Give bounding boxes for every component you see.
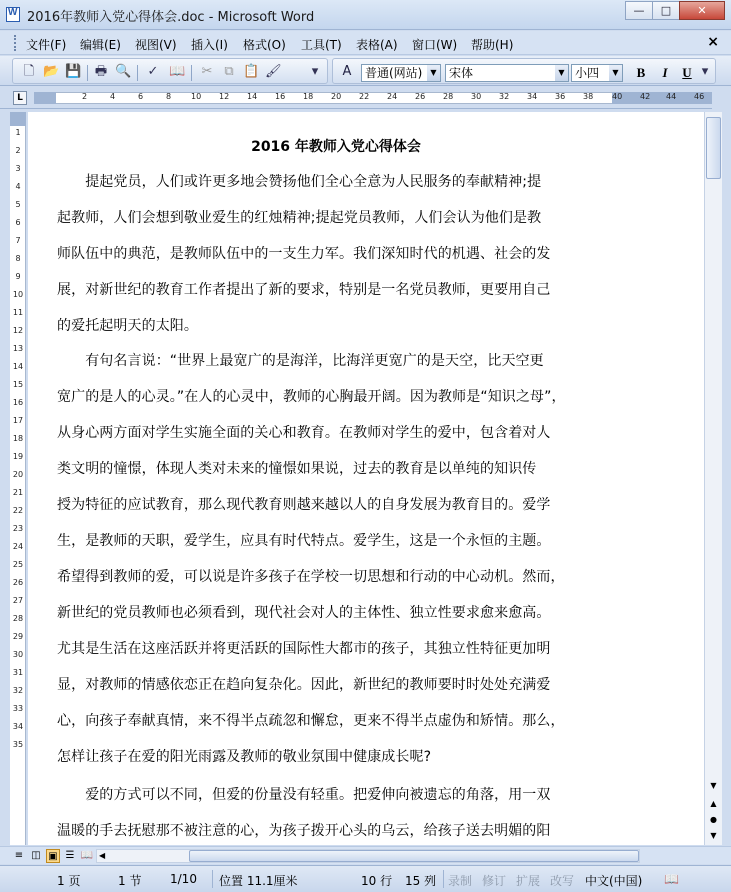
menu-format[interactable]: 格式(O) bbox=[243, 38, 286, 52]
ruler-tick: 22 bbox=[359, 92, 370, 101]
ruler-strip bbox=[34, 92, 712, 104]
status-overtype[interactable]: 改写 bbox=[550, 874, 575, 888]
tab-selector-button[interactable]: L bbox=[13, 91, 27, 105]
ruler-tick: 2 bbox=[82, 92, 88, 101]
ruler-tick: 24 bbox=[387, 92, 398, 101]
ruler-tick: 16 bbox=[275, 92, 286, 101]
ruler-tick: 44 bbox=[666, 92, 677, 101]
vruler-tick: 21 bbox=[12, 488, 24, 497]
vruler-tick: 2 bbox=[15, 146, 21, 155]
toolbar-options-icon[interactable]: ▾ bbox=[701, 64, 709, 79]
vruler-tick: 28 bbox=[12, 614, 24, 623]
document-close-icon[interactable]: × bbox=[707, 34, 719, 50]
text-line: 的爱托起明天的太阳。 bbox=[57, 318, 198, 334]
text-line: 类文明的憧憬，体现人类对未来的憧憬如果说，过去的教育是以单纯的知识传 bbox=[57, 461, 537, 477]
horizontal-ruler[interactable] bbox=[0, 88, 712, 109]
vruler-tick: 34 bbox=[12, 722, 24, 731]
status-bar bbox=[0, 865, 731, 892]
menu-view[interactable]: 视图(V) bbox=[135, 38, 177, 52]
text-line: 显，对教师的情感依恋正在趋向复杂化。因此，新世纪的教师要时时处处充满爱 bbox=[57, 677, 551, 693]
menu-file[interactable]: 文件(F) bbox=[26, 38, 67, 52]
minimize-button[interactable]: — bbox=[625, 1, 653, 20]
vruler-tick: 13 bbox=[12, 344, 24, 353]
ruler-tick: 40 bbox=[612, 92, 623, 101]
paragraph-1 bbox=[57, 164, 613, 344]
text-line: 展，对新世纪的教育工作者提出了新的要求，特别是一名党员教师，更要用自己 bbox=[57, 282, 551, 298]
status-extend-selection[interactable]: 扩展 bbox=[516, 874, 541, 888]
text-line: 从身心两方面对学生实施全面的关心和教育。在教师对学生的爱中，包含着对人 bbox=[57, 425, 551, 441]
next-page-icon[interactable]: ▼ bbox=[710, 831, 717, 840]
ruler-tick: 10 bbox=[191, 92, 202, 101]
vruler-tick: 23 bbox=[12, 524, 24, 533]
formatting-toolbar bbox=[332, 58, 716, 84]
paste-icon[interactable]: 📋 bbox=[243, 64, 260, 79]
window-title: 2016年教师入党心得体会.doc - Microsoft Word bbox=[27, 10, 315, 25]
horizontal-scrollbar[interactable] bbox=[96, 849, 640, 863]
vruler-tick: 8 bbox=[15, 254, 21, 263]
toolbar bbox=[0, 56, 731, 86]
vruler-tick: 20 bbox=[12, 470, 24, 479]
print-icon[interactable]: 🖶 bbox=[94, 64, 108, 79]
ruler-tick: 28 bbox=[443, 92, 454, 101]
standard-toolbar bbox=[12, 58, 328, 84]
vruler-tick: 32 bbox=[12, 686, 24, 695]
ruler-left-margin bbox=[34, 92, 56, 104]
scroll-left-icon[interactable]: ◀ bbox=[99, 851, 106, 860]
status-language[interactable]: 中文(中国) bbox=[585, 874, 643, 888]
ruler-tick: 32 bbox=[499, 92, 510, 101]
scroll-down-icon[interactable]: ▼ bbox=[710, 781, 717, 790]
vertical-scrollbar[interactable] bbox=[704, 112, 722, 845]
vruler-tick: 4 bbox=[15, 182, 21, 191]
ruler-tick: 8 bbox=[166, 92, 172, 101]
save-icon[interactable]: 💾 bbox=[65, 64, 82, 79]
chevron-down-icon[interactable]: ▼ bbox=[609, 65, 622, 81]
text-line: 希望得到教师的爱，可以说是许多孩子在学校一切思想和行动的中心动机。然而， bbox=[57, 569, 565, 585]
vruler-tick: 3 bbox=[15, 164, 21, 173]
vruler-tick: 6 bbox=[15, 218, 21, 227]
status-section: 1 节 bbox=[118, 874, 142, 888]
ruler-tick: 26 bbox=[415, 92, 426, 101]
styles-pane-icon[interactable]: A bbox=[342, 64, 352, 79]
font-select[interactable] bbox=[445, 64, 569, 82]
vruler-tick: 18 bbox=[12, 434, 24, 443]
bold-button[interactable]: B bbox=[636, 65, 646, 80]
menu-insert[interactable]: 插入(I) bbox=[191, 38, 228, 52]
vruler-tick: 35 bbox=[12, 740, 24, 749]
text-line: 提起党员，人们或许更多地会赞扬他们全心全意为人民服务的奉献精神;提 bbox=[57, 174, 542, 190]
menu-tools[interactable]: 工具(T) bbox=[301, 38, 342, 52]
close-button[interactable]: ✕ bbox=[679, 1, 725, 20]
status-track-changes[interactable]: 修订 bbox=[482, 874, 507, 888]
italic-button[interactable]: I bbox=[662, 65, 668, 80]
vruler-tick: 33 bbox=[12, 704, 24, 713]
spelling-icon[interactable]: ✓ bbox=[147, 64, 159, 79]
cut-icon[interactable]: ✂ bbox=[201, 64, 213, 79]
status-separator bbox=[443, 870, 444, 888]
vruler-tick: 15 bbox=[12, 380, 24, 389]
menu-table[interactable]: 表格(A) bbox=[356, 38, 398, 52]
vruler-tick: 25 bbox=[12, 560, 24, 569]
document-page[interactable] bbox=[28, 112, 704, 845]
toolbar-separator bbox=[87, 65, 88, 81]
ruler-tick: 46 bbox=[694, 92, 705, 101]
scrollbar-thumb[interactable] bbox=[189, 850, 639, 862]
paragraph-3 bbox=[57, 777, 613, 845]
title-bar bbox=[0, 0, 731, 30]
vruler-tick: 5 bbox=[15, 200, 21, 209]
spelling-status-icon[interactable]: 📖 bbox=[664, 872, 679, 886]
outline-view-icon[interactable]: ☰ bbox=[65, 850, 75, 861]
previous-page-icon[interactable]: ▲ bbox=[710, 799, 717, 808]
font-size-select[interactable] bbox=[571, 64, 623, 82]
ruler-tick: 38 bbox=[583, 92, 594, 101]
vruler-tick: 9 bbox=[15, 272, 21, 281]
vruler-tick: 31 bbox=[12, 668, 24, 677]
menu-help[interactable]: 帮助(H) bbox=[471, 38, 514, 52]
text-line: 师队伍中的典范，是教师队伍中的一支生力军。我们深知时代的机遇、社会的发 bbox=[57, 246, 551, 262]
format-painter-icon[interactable]: 🖌 bbox=[265, 64, 282, 79]
chevron-down-icon[interactable]: ▼ bbox=[427, 65, 440, 81]
vruler-tick: 14 bbox=[12, 362, 24, 371]
ruler-tick: 4 bbox=[110, 92, 116, 101]
reading-layout-icon[interactable]: 📖 bbox=[80, 850, 94, 861]
print-preview-icon[interactable]: 🔍 bbox=[115, 64, 132, 79]
document-title: 2016 年教师入党心得体会 bbox=[251, 139, 421, 155]
ruler-tick: 36 bbox=[555, 92, 566, 101]
ruler-tick: 14 bbox=[247, 92, 258, 101]
window-controls bbox=[626, 1, 725, 20]
open-folder-icon[interactable]: 📂 bbox=[43, 64, 60, 79]
paragraph-2 bbox=[57, 343, 613, 775]
maximize-button[interactable]: □ bbox=[652, 1, 680, 20]
text-line: 新世纪的党员教师也必须看到，现代社会对人的主体性、独立性要求愈来愈高。 bbox=[57, 605, 551, 621]
menu-window[interactable]: 窗口(W) bbox=[412, 38, 458, 52]
text-line: 起教师，人们会想到敬业爱生的红烛精神;提起党员教师，人们会认为他们是教 bbox=[57, 210, 542, 226]
normal-view-icon[interactable]: ≡ bbox=[14, 850, 24, 861]
vruler-tick: 26 bbox=[12, 578, 24, 587]
vruler-top-margin bbox=[10, 112, 26, 126]
status-page-count: 1/10 bbox=[170, 872, 197, 886]
select-browse-object-icon[interactable]: ● bbox=[710, 815, 717, 824]
text-line: 怎样让孩子在爱的阳光雨露及教师的敬业氛围中健康成长呢? bbox=[57, 749, 432, 765]
web-layout-icon[interactable]: ◫ bbox=[31, 850, 41, 861]
toolbar-separator bbox=[191, 65, 192, 81]
vertical-ruler[interactable] bbox=[10, 112, 26, 845]
ruler-tick: 12 bbox=[219, 92, 230, 101]
vruler-tick: 29 bbox=[12, 632, 24, 641]
ruler-tick: 42 bbox=[640, 92, 651, 101]
style-select-value: 普通(网站) bbox=[365, 66, 423, 80]
vruler-tick: 7 bbox=[15, 236, 21, 245]
status-page: 1 页 bbox=[57, 874, 81, 888]
menu-bar bbox=[0, 31, 731, 55]
vruler-tick: 27 bbox=[12, 596, 24, 605]
font-size-select-value: 小四 bbox=[575, 66, 600, 80]
text-line: 爱的方式可以不同，但爱的份量没有轻重。把爱伸向被遗忘的角落，用一双 bbox=[57, 787, 551, 803]
vruler-tick: 30 bbox=[12, 650, 24, 659]
text-line: 有句名言说：“世界上最宽广的是海洋，比海洋更宽广的是天空，比天空更 bbox=[57, 353, 544, 369]
text-line: 温暖的手去抚慰那不被注意的心，为孩子拨开心头的乌云，给孩子送去明媚的阳 bbox=[57, 823, 551, 839]
text-line: 宽广的是人的心灵。”在人的心灵中，教师的心胸最开阔。因为教师是“知识之母”， bbox=[57, 389, 566, 405]
vruler-tick: 11 bbox=[12, 308, 24, 317]
status-position: 位置 11.1厘米 bbox=[219, 874, 298, 888]
scrollbar-thumb[interactable] bbox=[706, 117, 721, 179]
menu-edit[interactable]: 编辑(E) bbox=[80, 38, 121, 52]
text-line: 授为特征的应试教育，那么现代教育则越来越以人的自身发展为教育目的。爱学 bbox=[57, 497, 551, 513]
vruler-tick: 10 bbox=[12, 290, 24, 299]
status-separator bbox=[212, 870, 213, 888]
vruler-tick: 22 bbox=[12, 506, 24, 515]
menubar-grip[interactable] bbox=[14, 35, 17, 51]
research-icon[interactable]: 📖 bbox=[169, 64, 186, 79]
status-column: 15 列 bbox=[405, 874, 437, 888]
new-document-icon[interactable]: 🗋 bbox=[23, 64, 35, 79]
copy-icon[interactable]: ⧉ bbox=[224, 64, 234, 79]
style-select[interactable] bbox=[361, 64, 441, 82]
ruler-tick: 34 bbox=[527, 92, 538, 101]
text-line: 生，是教师的天职，爱学生，应具有时代特点。爱学生，这是一个永恒的主题。 bbox=[57, 533, 551, 549]
font-select-value: 宋体 bbox=[449, 66, 474, 80]
toolbar-separator bbox=[137, 65, 138, 81]
underline-button[interactable]: U bbox=[682, 65, 692, 80]
ruler-tick: 6 bbox=[138, 92, 144, 101]
ruler-tick: 18 bbox=[303, 92, 314, 101]
ruler-tick: 30 bbox=[471, 92, 482, 101]
vruler-tick: 19 bbox=[12, 452, 24, 461]
chevron-down-icon[interactable]: ▼ bbox=[555, 65, 568, 81]
word-app-icon[interactable] bbox=[6, 7, 20, 22]
status-line: 10 行 bbox=[361, 874, 393, 888]
print-layout-icon[interactable]: ▣ bbox=[46, 849, 60, 863]
text-line: 尤其是生活在这座活跃并将更活跃的国际性大都市的孩子，其独立性特征更加明 bbox=[57, 641, 551, 657]
vruler-tick: 24 bbox=[12, 542, 24, 551]
vruler-tick: 1 bbox=[15, 128, 21, 137]
vruler-tick: 17 bbox=[12, 416, 24, 425]
view-scroll-bar bbox=[0, 846, 731, 864]
ruler-tick: 20 bbox=[331, 92, 342, 101]
toolbar-options-icon[interactable]: ▾ bbox=[311, 64, 319, 79]
vruler-tick: 12 bbox=[12, 326, 24, 335]
text-line: 心，向孩子奉献真情，来不得半点疏忽和懈怠，更来不得半点虚伪和矫情。那么， bbox=[57, 713, 565, 729]
vruler-tick: 16 bbox=[12, 398, 24, 407]
status-record-macro[interactable]: 录制 bbox=[448, 874, 473, 888]
